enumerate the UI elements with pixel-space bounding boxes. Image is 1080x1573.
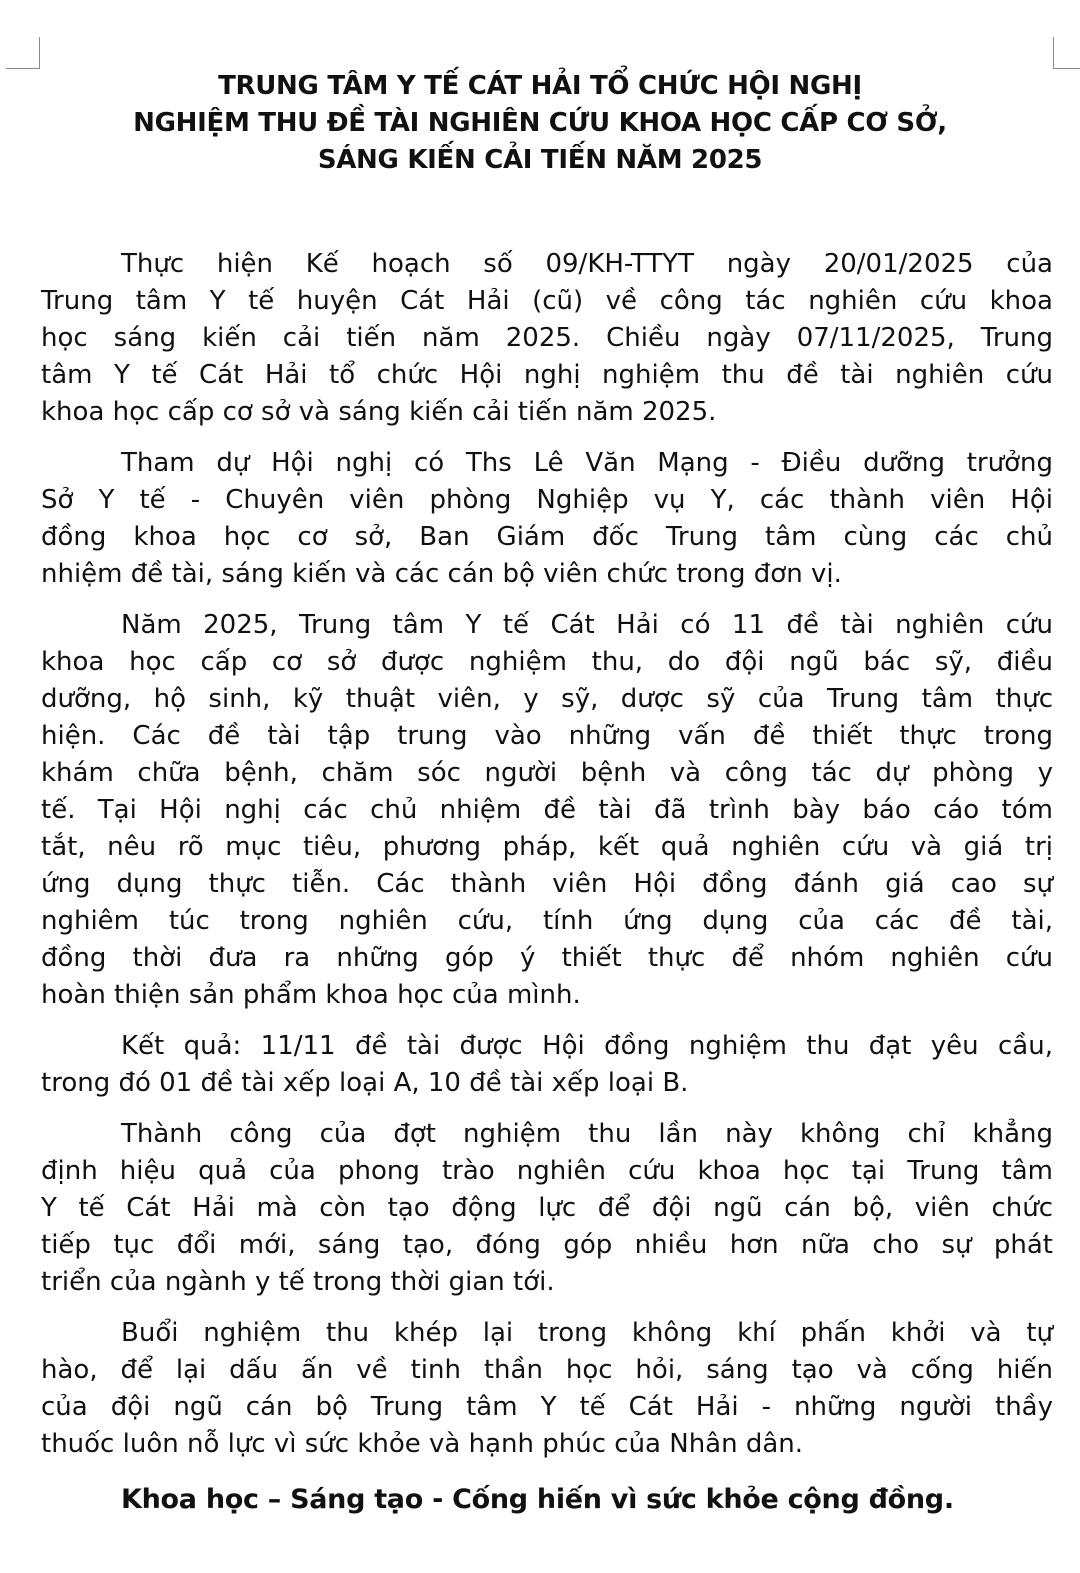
paragraph-line: Tham dự Hội nghị có Ths Lê Văn Mạng - Điều dưỡng trưởng: [121, 448, 1053, 478]
paragraph-line: khoa học cấp cơ sở được nghiệm thu, do đội ngũ bác sỹ, điều: [41, 647, 1053, 677]
paragraph-line: tắt, nêu rõ mục tiêu, phương pháp, kết quả nghiên cứu và giá trị: [41, 832, 1053, 862]
title-line: NGHIỆM THU ĐỀ TÀI NGHIÊN CỨU KHOA HỌC CẤP CƠ SỞ,: [133, 108, 947, 138]
paragraph-line: hoàn thiện sản phẩm khoa học của mình.: [41, 980, 581, 1010]
document-title: [0, 68, 1080, 179]
paragraph-line: tế. Tại Hội nghị các chủ nhiệm đề tài đã trình bày báo cáo tóm: [41, 795, 1053, 825]
paragraph: [41, 607, 1053, 1014]
paragraph-line: Kết quả: 11/11 đề tài được Hội đồng nghiệm thu đạt yêu cầu,: [121, 1031, 1053, 1061]
page-corner-mark-right: [1053, 37, 1080, 69]
paragraph-line: hào, để lại dấu ấn về tinh thần học hỏi, sáng tạo và cống hiến: [41, 1355, 1053, 1385]
paragraph-line: định hiệu quả của phong trào nghiên cứu khoa học tại Trung tâm: [41, 1156, 1053, 1186]
paragraph-line: triển của ngành y tế trong thời gian tới.: [41, 1267, 555, 1297]
title-line: SÁNG KIẾN CẢI TIẾN NĂM 2025: [317, 145, 763, 175]
paragraph-line: nghiêm túc trong nghiên cứu, tính ứng dụng của các đề tài,: [41, 906, 1053, 936]
paragraph: [41, 1315, 1053, 1463]
paragraph-line: nhiệm đề tài, sáng kiến và các cán bộ viên chức trong đơn vị.: [41, 559, 842, 589]
page-corner-mark-left: [6, 37, 40, 69]
paragraph-line: Thành công của đợt nghiệm thu lần này không chỉ khẳng: [121, 1119, 1053, 1149]
paragraph-line: ứng dụng thực tiễn. Các thành viên Hội đồng đánh giá cao sự: [41, 869, 1053, 899]
paragraph-line: đồng khoa học cơ sở, Ban Giám đốc Trung tâm cùng các chủ: [41, 522, 1053, 552]
paragraph-line: tâm Y tế Cát Hải tổ chức Hội nghị nghiệm thu đề tài nghiên cứu: [41, 360, 1053, 390]
paragraph-line: đồng thời đưa ra những góp ý thiết thực để nhóm nghiên cứu: [41, 943, 1053, 973]
paragraph-line: Y tế Cát Hải mà còn tạo động lực để đội ngũ cán bộ, viên chức: [41, 1193, 1053, 1223]
paragraph: [41, 1116, 1053, 1301]
paragraph-line: trong đó 01 đề tài xếp loại A, 10 đề tài xếp loại B.: [41, 1068, 689, 1098]
paragraph-line: khoa học cấp cơ sở và sáng kiến cải tiến năm 2025.: [41, 397, 717, 427]
paragraph-line: thuốc luôn nỗ lực vì sức khỏe và hạnh phúc của Nhân dân.: [41, 1429, 804, 1459]
paragraph-line: khám chữa bệnh, chăm sóc người bệnh và công tác dự phòng y: [41, 758, 1053, 788]
paragraph-line: Thực hiện Kế hoạch số 09/KH-TTYT ngày 20/01/2025 của: [121, 249, 1053, 279]
paragraph-line: hiện. Các đề tài tập trung vào những vấn đề thiết thực trong: [41, 721, 1053, 751]
paragraph-line: Trung tâm Y tế huyện Cát Hải (cũ) về công tác nghiên cứu khoa: [41, 286, 1053, 316]
paragraph: [41, 246, 1053, 431]
paragraph-line: Năm 2025, Trung tâm Y tế Cát Hải có 11 đề tài nghiên cứu: [121, 610, 1053, 640]
paragraph: [41, 445, 1053, 593]
document-body: [41, 246, 1053, 1477]
title-line: TRUNG TÂM Y TẾ CÁT HẢI TỔ CHỨC HỘI NGHỊ: [218, 71, 862, 101]
paragraph-line: Buổi nghiệm thu khép lại trong không khí phấn khởi và tự: [121, 1318, 1053, 1348]
closing-motto: Khoa học – Sáng tạo - Cống hiến vì sức khỏe cộng đồng.: [121, 1484, 954, 1515]
paragraph-line: dưỡng, hộ sinh, kỹ thuật viên, y sỹ, dược sỹ của Trung tâm thực: [41, 684, 1053, 714]
paragraph: [41, 1028, 1053, 1102]
paragraph-line: học sáng kiến cải tiến năm 2025. Chiều ngày 07/11/2025, Trung: [41, 323, 1053, 353]
paragraph-line: Sở Y tế - Chuyên viên phòng Nghiệp vụ Y, các thành viên Hội: [41, 485, 1053, 515]
paragraph-line: của đội ngũ cán bộ Trung tâm Y tế Cát Hải - những người thầy: [41, 1392, 1053, 1422]
paragraph-line: tiếp tục đổi mới, sáng tạo, đóng góp nhiều hơn nữa cho sự phát: [41, 1230, 1053, 1260]
